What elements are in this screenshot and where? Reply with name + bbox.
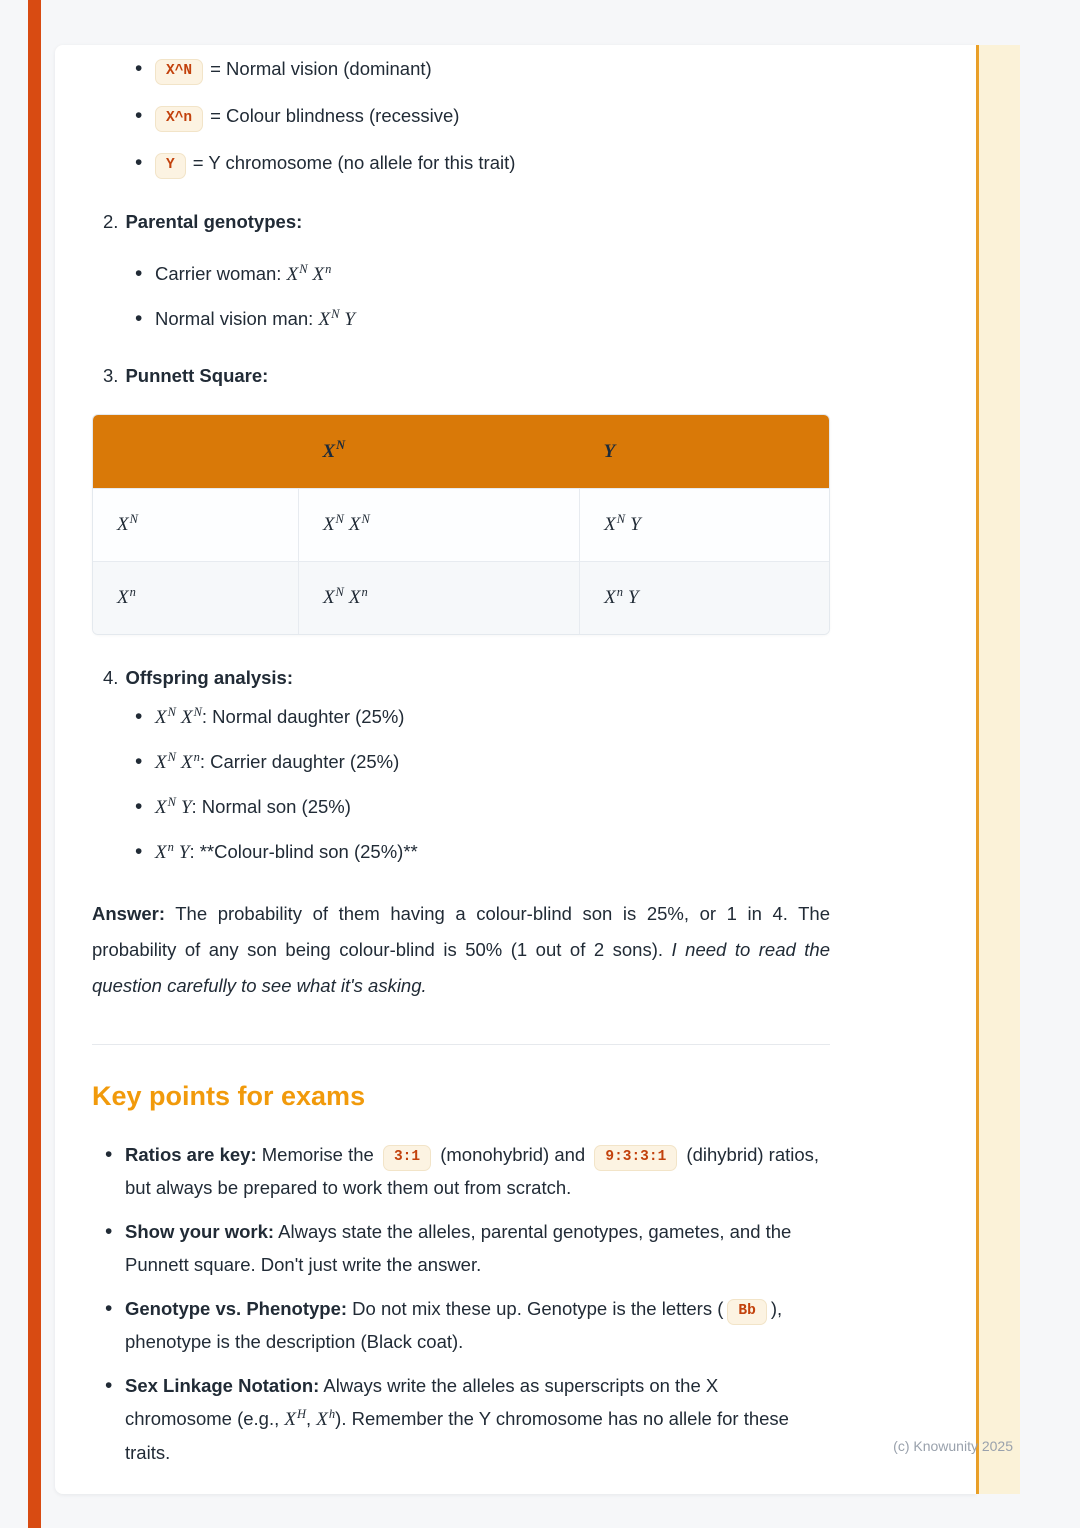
math-base: Y [344,309,355,330]
key-points-list [92,1138,830,1469]
parental-genotypes-list [92,260,830,333]
math-base: X [155,707,167,728]
offspring-description: : Normal son (25%) [191,796,351,817]
genotype-code-chip: Bb [727,1299,766,1325]
punnett-corner-cell [93,415,298,488]
section-number: 3. [103,365,119,386]
section-heading-offspring-analysis [92,667,830,689]
math-sup: n [325,261,332,276]
math-base: X [180,707,193,728]
math-genotype [322,438,346,462]
math-genotype [604,584,624,609]
math-sup: N [167,704,176,719]
key-point-text: (dihybrid) ratios, but always be prepared to work them out from scratch. [125,1144,820,1198]
parental-genotype-item [92,305,830,333]
right-accent-stripe [976,45,1020,1494]
math-genotype [348,511,370,535]
math-base: X [117,587,129,609]
genotype-label: Carrier woman: [155,263,287,284]
offspring-item [92,748,830,776]
offspring-analysis-list [92,703,830,866]
math-sup: N [129,511,138,526]
math-base: X [155,842,167,863]
math-genotype [180,704,202,728]
key-point-text: Always state the alleles, parental genotypes, gametes, and the Punnett square. Don't just write the answer. [125,1221,792,1275]
section-title: Offspring analysis: [125,667,294,688]
ratio-code-chip: 9:3:3:1 [594,1145,677,1171]
math-base: X [316,1409,328,1430]
allele-code-chip: X^n [155,106,203,132]
key-point-item [92,1215,830,1281]
notes-page [55,45,976,1494]
offspring-item [92,838,830,866]
key-point-text: ). Remember the Y chromosome has no allele for these traits. [125,1408,789,1463]
allele-code-chip: Y [155,153,186,179]
math-sup: n [167,839,174,854]
math-sup: N [193,704,202,719]
math-genotype [312,261,332,285]
math-genotype [630,514,641,535]
math-sup: N [299,261,308,276]
math-sup: n [193,749,200,764]
math-genotype [180,749,200,773]
math-genotype [604,441,616,462]
punnett-cell [298,561,579,634]
math-sup: h [328,1406,336,1421]
math-genotype [117,511,138,535]
math-genotype [604,511,626,535]
section-title: Parental genotypes: [125,211,303,232]
section-number: 4. [103,667,119,688]
key-point-item [92,1138,830,1204]
offspring-description: : Carrier daughter (25%) [199,751,400,772]
key-point-item [92,1369,830,1469]
offspring-description: : **Colour-blind son (25%)** [189,841,418,862]
math-genotype [318,306,340,330]
allele-description: = Normal vision (dominant) [210,58,432,79]
math-base: X [604,587,616,609]
allele-key-item [92,149,830,179]
ratio-code-chip: 3:1 [383,1145,431,1171]
allele-key-item [92,102,830,132]
math-sup: N [167,794,176,809]
key-point-text: Do not mix these up. Genotype is the letters ( [347,1298,724,1319]
math-base: X [322,587,335,609]
key-point-text: (monohybrid) and [435,1144,591,1165]
key-point-text: , [306,1408,317,1429]
math-sup: N [336,438,346,453]
math-genotype [181,797,192,818]
math-base: Y [603,440,616,462]
math-genotype [155,704,176,728]
punnett-col-header [298,415,579,488]
section-heading-punnett-square [92,365,830,387]
math-base: X [180,752,193,773]
key-point-text: Always write the alleles as superscripts on the X chromosome (e.g., [125,1375,719,1429]
math-base: X [318,309,331,330]
punnett-cell [580,561,829,634]
math-base: X [322,440,336,462]
key-point-text: Memorise the [256,1144,379,1165]
math-base: X [155,797,167,818]
parental-genotype-item [92,260,830,288]
section-number: 2. [103,211,119,232]
answer-note: I need to read the question carefully to see what it's asking. [92,939,830,996]
math-sup: N [335,511,344,526]
punnett-cell [298,488,579,561]
math-sup: N [361,511,370,526]
section-divider [92,1044,830,1045]
punnett-row-header [93,488,298,561]
math-genotype [117,584,136,609]
math-base: X [155,752,167,773]
answer-body: The probability of them having a colour-blind son is 25%, or 1 in 4. The probability of any son being colour-blind is 50% (1 out of 2 sons). [92,903,830,960]
key-point-lead: Show your work: [125,1221,275,1242]
punnett-col-header [580,415,829,488]
genotype-label: Normal vision man: [155,308,319,329]
key-point-text: ), phenotype is the description (Black coat). [125,1298,783,1352]
math-sup: n [361,584,368,599]
math-genotype [344,309,355,330]
allele-code-chip: X^N [155,59,203,85]
math-base: X [117,514,129,535]
math-base: X [284,1409,296,1430]
key-point-lead: Ratios are key: [125,1144,257,1165]
math-genotype [348,584,368,609]
key-point-item [92,1292,830,1358]
allele-description: = Colour blindness (recessive) [210,105,460,126]
key-point-lead: Sex Linkage Notation: [125,1375,320,1396]
math-base: X [322,514,335,535]
punnett-cell [580,488,829,561]
punnett-row [93,561,829,634]
math-genotype [286,261,308,285]
left-accent-stripe [28,0,41,1528]
math-base: X [604,514,616,535]
math-sup: N [616,511,626,526]
offspring-item [92,793,830,821]
math-base: Y [628,587,639,609]
allele-key-list [92,55,830,179]
key-point-lead: Genotype vs. Phenotype: [125,1298,348,1319]
math-genotype [284,1406,307,1430]
math-base: X [286,264,299,285]
math-genotype [179,842,190,863]
answer-label: Answer: [92,903,165,924]
section-title: Punnett Square: [125,365,269,386]
math-genotype [628,587,639,608]
allele-key-item [92,55,830,85]
math-genotype [155,749,176,773]
math-sup: N [335,584,344,599]
punnett-row-header [93,561,298,634]
copyright-footer: (c) Knowunity 2025 [893,1438,1013,1454]
offspring-description: : Normal daughter (25%) [201,706,405,727]
math-sup: n [616,584,624,599]
math-base: Y [180,797,192,818]
punnett-header-row [93,415,829,488]
math-genotype [155,794,176,818]
math-genotype [322,584,344,609]
math-base: X [312,264,325,285]
allele-description: = Y chromosome (no allele for this trait) [192,152,516,173]
math-sup: H [296,1406,307,1421]
key-points-heading: Key points for exams [92,1081,366,1111]
math-sup: N [331,306,340,321]
math-sup: n [129,584,136,599]
math-sup: N [167,749,176,764]
math-base: X [348,514,361,535]
answer-paragraph [92,896,830,1004]
math-base: Y [630,514,641,535]
section-heading-parental-genotypes [92,211,830,233]
math-base: Y [178,842,190,863]
math-base: X [348,587,361,609]
offspring-item [92,703,830,731]
math-genotype [322,511,344,535]
punnett-square-table [92,414,830,635]
punnett-row [93,488,829,561]
math-genotype [155,839,174,863]
math-genotype [316,1406,336,1430]
